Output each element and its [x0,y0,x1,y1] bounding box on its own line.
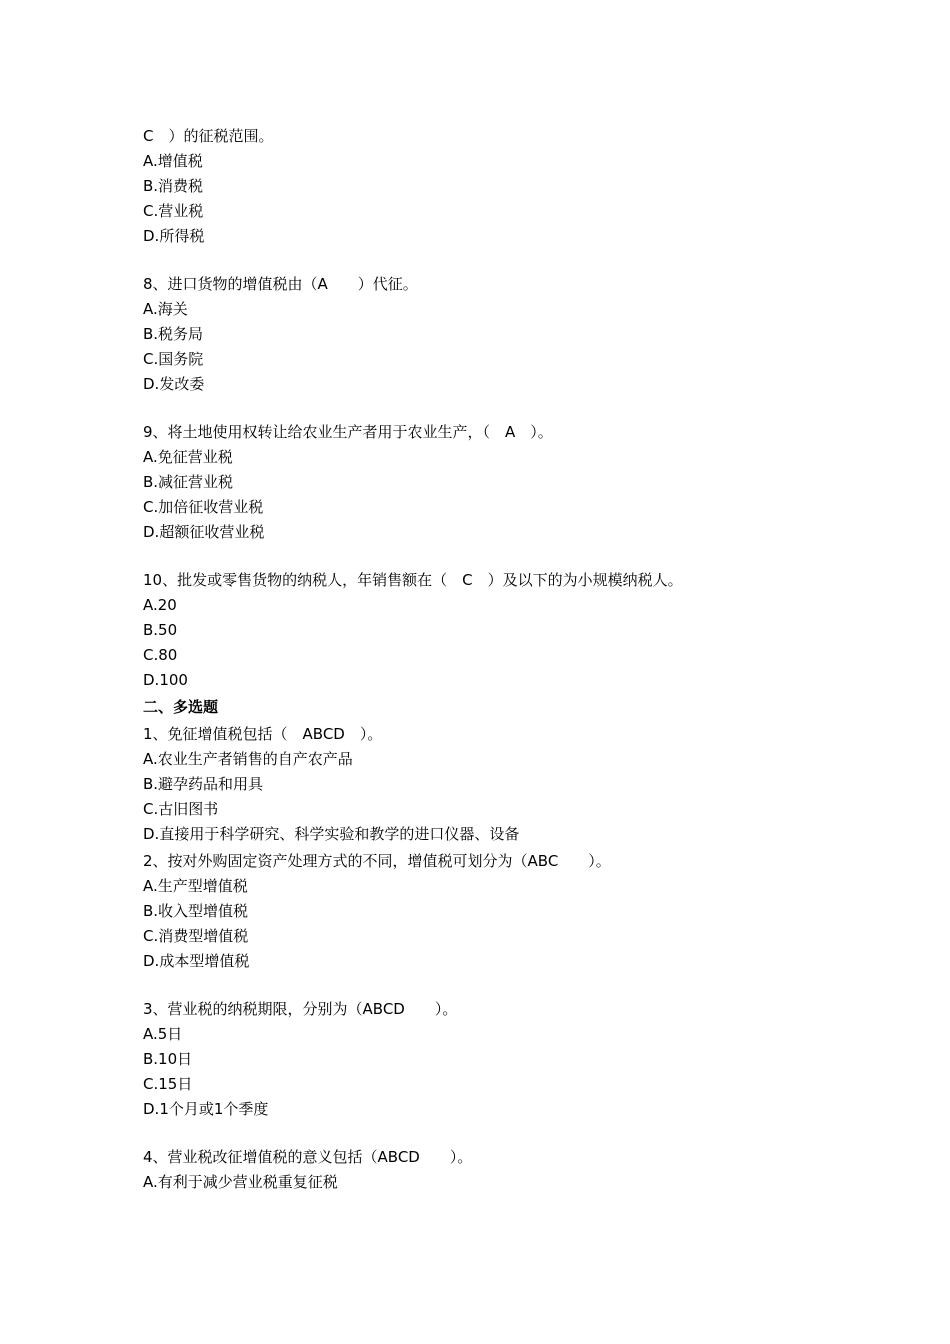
question-8-stem: 8、进口货物的增值税由（A ）代征。 [143,275,418,293]
question-9-option-d: D.超额征收营业税 [143,523,265,541]
question-10-option-a: A.20 [143,596,177,614]
question-7-option-c: C.营业税 [143,202,204,220]
multi-question-2-option-c: C.消费型增值税 [143,927,249,945]
question-10-stem: 10、批发或零售货物的纳税人，年销售额在（ C ）及以下的为小规模纳税人。 [143,571,683,589]
multi-question-3-option-b: B.10日 [143,1050,193,1068]
question-9-option-c: C.加倍征收营业税 [143,498,264,516]
multi-question-4-option-a: A.有利于减少营业税重复征税 [143,1173,338,1191]
question-10-option-b: B.50 [143,621,178,639]
question-8-option-a: A.海关 [143,300,188,318]
spacer [143,1122,843,1145]
multi-question-1-option-c: C.古旧图书 [143,800,219,818]
question-8-option-c: C.国务院 [143,350,204,368]
multi-question-1-option-a: A.农业生产者销售的自产农产品 [143,750,353,768]
spacer [143,545,843,568]
multi-question-2-option-a: A.生产型增值税 [143,877,248,895]
spacer [143,974,843,997]
multi-question-3-stem: 3、营业税的纳税期限，分别为（ABCD ）。 [143,1000,458,1018]
multi-question-3-option-a: A.5日 [143,1025,183,1043]
question-9-option-a: A.免征营业税 [143,448,233,466]
question-7-option-a: A.增值税 [143,152,203,170]
question-8-option-b: B.税务局 [143,325,204,343]
question-7-option-b: B.消费税 [143,177,204,195]
spacer [143,249,843,272]
multi-question-2-stem: 2、按对外购固定资产处理方式的不同，增值税可划分为（ABC ）。 [143,852,611,870]
question-9-option-b: B.减征营业税 [143,473,234,491]
section-heading-multiple-choice: 二、多选题 [143,698,219,716]
multi-question-4-stem: 4、营业税改征增值税的意义包括（ABCD ）。 [143,1148,473,1166]
spacer [143,397,843,420]
question-10-option-d: D.100 [143,671,188,689]
multi-question-2-option-b: B.收入型增值税 [143,902,249,920]
multi-question-3-option-d: D.1个月或1个季度 [143,1100,269,1118]
question-9-stem: 9、将土地使用权转让给农业生产者用于农业生产，（ A ）。 [143,423,553,441]
multi-question-3-option-c: C.15日 [143,1075,193,1093]
question-7-option-d: D.所得税 [143,227,205,245]
question-7-stem: C ）的征税范围。 [143,127,274,145]
multi-question-1-stem: 1、免征增值税包括（ ABCD ）。 [143,725,383,743]
multi-question-1-option-d: D.直接用于科学研究、科学实验和教学的进口仪器、设备 [143,825,520,843]
question-10-option-c: C.80 [143,646,178,664]
question-8-option-d: D.发改委 [143,375,205,393]
multi-question-2-option-d: D.成本型增值税 [143,952,250,970]
document-page [143,124,843,1195]
multi-question-1-option-b: B.避孕药品和用具 [143,775,264,793]
